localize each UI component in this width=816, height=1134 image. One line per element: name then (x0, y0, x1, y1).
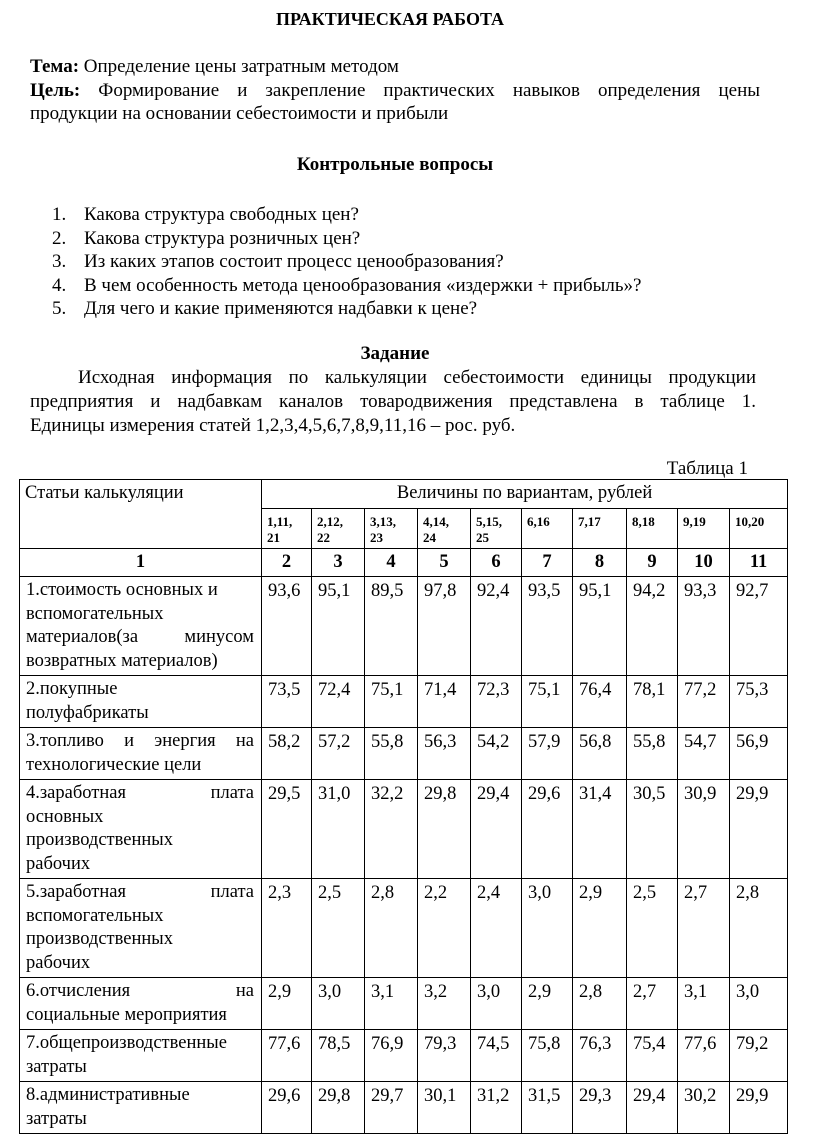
row-label (20, 728, 262, 780)
table-cell: 29,7 (365, 1082, 418, 1134)
table-cell: 3,1 (365, 978, 418, 1030)
column-number: 8 (573, 548, 627, 577)
table-cell: 55,8 (365, 728, 418, 780)
row-label-line: затраты (26, 1056, 87, 1077)
table-cell: 3,0 (730, 978, 788, 1030)
table-cell: 30,5 (627, 780, 678, 879)
row-label-line: 4.заработная плата (26, 783, 254, 803)
table-cell: 3,0 (312, 978, 365, 1030)
column-number: 7 (522, 548, 573, 577)
table-cell: 2,3 (262, 879, 312, 978)
column-number: 4 (365, 548, 418, 577)
task-heading: Задание (360, 343, 430, 364)
table-cell: 30,9 (678, 780, 730, 879)
row-label-line: материалов(за минусом (26, 627, 254, 647)
table-cell: 75,8 (522, 1030, 573, 1082)
table-cell: 79,2 (730, 1030, 788, 1082)
list-item (52, 275, 641, 299)
table-cell: 56,9 (730, 728, 788, 780)
table-cell: 74,5 (471, 1030, 522, 1082)
table-row (20, 676, 788, 728)
table-cell: 29,6 (262, 1082, 312, 1134)
table-cell: 3,2 (418, 978, 471, 1030)
row-label-line: 1.стоимость основных и (26, 580, 218, 600)
table-cell: 93,3 (678, 577, 730, 676)
column-number: 5 (418, 548, 471, 577)
column-number: 2 (262, 548, 312, 577)
table-cell: 57,9 (522, 728, 573, 780)
table-row (20, 978, 788, 1030)
table-cell: 29,8 (312, 1082, 365, 1134)
row-label-line: 8.административные (26, 1085, 190, 1105)
table-header-row (20, 480, 788, 509)
table-row (20, 577, 788, 676)
question-text: Для чего и какие применяются надбавки к цене? (84, 298, 478, 320)
column-number: 11 (730, 548, 788, 577)
table-cell: 97,8 (418, 577, 471, 676)
table-cell: 2,9 (522, 978, 573, 1030)
column-number: 10 (678, 548, 730, 577)
row-label-line: социальные мероприятия (26, 1004, 227, 1025)
row-label (20, 577, 262, 676)
table-cell: 3,1 (678, 978, 730, 1030)
table-row (20, 728, 788, 780)
table-row (20, 1082, 788, 1134)
table-cell: 79,3 (418, 1030, 471, 1082)
table-cell: 2,8 (730, 879, 788, 978)
header-values: Величины по вариантам, рублей (262, 480, 788, 509)
table-cell: 29,4 (627, 1082, 678, 1134)
question-number: 1. (52, 204, 67, 225)
row-label (20, 676, 262, 728)
table-cell: 29,3 (573, 1082, 627, 1134)
row-label-line: производственных (26, 929, 173, 949)
table-cell: 29,9 (730, 780, 788, 879)
table-cell: 76,3 (573, 1030, 627, 1082)
question-text: Из каких этапов состоит процесс ценообразования? (84, 251, 504, 273)
task-line-3: Единицы измерения статей 1,2,3,4,5,6,7,8,9,11,16 – рос. руб. (30, 415, 516, 436)
table-cell: 3,0 (522, 879, 573, 978)
list-item (52, 251, 641, 275)
table-cell: 72,4 (312, 676, 365, 728)
column-numbers-row (20, 548, 788, 577)
table-cell: 56,8 (573, 728, 627, 780)
table-cell: 76,9 (365, 1030, 418, 1082)
row-label (20, 1030, 262, 1082)
theme-text: Определение цены затратным методом (79, 56, 399, 77)
variant-cell: 1,11, 21 (262, 508, 312, 548)
table-cell: 95,1 (312, 577, 365, 676)
variant-cell: 6,16 (522, 508, 573, 548)
row-label-line: 3.топливо и энергия на (26, 731, 254, 751)
table-cell: 56,3 (418, 728, 471, 780)
table-cell: 2,2 (418, 879, 471, 978)
table-cell: 31,2 (471, 1082, 522, 1134)
questions-heading: Контрольные вопросы (296, 154, 494, 175)
list-item (52, 298, 641, 322)
question-number: 2. (52, 227, 67, 249)
header-items: Статьи калькуляции (20, 480, 262, 549)
table-cell: 75,4 (627, 1030, 678, 1082)
table-cell: 73,5 (262, 676, 312, 728)
list-item (52, 228, 641, 252)
table-cell: 29,4 (471, 780, 522, 879)
table-body (20, 577, 788, 1134)
list-item (52, 204, 641, 228)
table-cell: 31,4 (573, 780, 627, 879)
row-label-line: 5.заработная плата (26, 882, 254, 902)
row-label-line: технологические цели (26, 754, 202, 775)
table-caption: Таблица 1 (666, 458, 748, 479)
table-cell: 29,9 (730, 1082, 788, 1134)
table-cell: 76,4 (573, 676, 627, 728)
theme-line (30, 56, 760, 78)
table-row (20, 1030, 788, 1082)
table-cell: 94,2 (627, 577, 678, 676)
task-line-2: предприятия и надбавкам каналов товародвижения представлена в таблице 1. (30, 391, 756, 412)
table-cell: 31,0 (312, 780, 365, 879)
table-cell: 2,8 (573, 978, 627, 1030)
goal-text-1: Формирование и закрепление практических навыков определения цены (80, 80, 760, 101)
column-number: 6 (471, 548, 522, 577)
row-label (20, 879, 262, 978)
table-cell: 55,8 (627, 728, 678, 780)
question-number: 3. (52, 251, 67, 273)
page-title: ПРАКТИЧЕСКАЯ РАБОТА (275, 9, 505, 29)
table-cell: 93,5 (522, 577, 573, 676)
table-cell: 2,4 (471, 879, 522, 978)
table-cell: 77,6 (678, 1030, 730, 1082)
row-label (20, 780, 262, 879)
table-cell: 29,6 (522, 780, 573, 879)
table-cell: 57,2 (312, 728, 365, 780)
goal-line-1 (30, 80, 760, 102)
table-cell: 29,5 (262, 780, 312, 879)
question-text: В чем особенность метода ценообразования «издержки + прибыль»? (84, 274, 642, 296)
row-label-line: затраты (26, 1108, 87, 1129)
question-number: 5. (52, 298, 67, 320)
table-cell: 2,7 (678, 879, 730, 978)
table-cell: 92,4 (471, 577, 522, 676)
variant-cell: 9,19 (678, 508, 730, 548)
variant-cell: 8,18 (627, 508, 678, 548)
variant-cell: 10,20 (730, 508, 788, 548)
questions-list (52, 204, 641, 322)
row-label-line: основных (26, 806, 104, 827)
theme-label: Тема: (30, 56, 80, 77)
question-text: Какова структура розничных цен? (84, 227, 361, 249)
variant-cell: 7,17 (573, 508, 627, 548)
table-cell: 77,2 (678, 676, 730, 728)
table-cell: 71,4 (418, 676, 471, 728)
table-cell: 2,5 (627, 879, 678, 978)
variant-cell: 2,12, 22 (312, 508, 365, 548)
table-cell: 54,7 (678, 728, 730, 780)
row-label-line: производственных (26, 830, 173, 850)
row-label-line: полуфабрикаты (26, 702, 149, 723)
table-cell: 92,7 (730, 577, 788, 676)
table-cell: 78,5 (312, 1030, 365, 1082)
goal-line-2: продукции на основании себестоимости и прибыли (30, 103, 449, 124)
row-label-line: 6.отчисления на (26, 981, 254, 1001)
variant-cell: 3,13, 23 (365, 508, 418, 548)
column-number: 3 (312, 548, 365, 577)
table-cell: 75,1 (365, 676, 418, 728)
question-number: 4. (52, 274, 67, 296)
table-cell: 3,0 (471, 978, 522, 1030)
row-label-line: рабочих (26, 853, 91, 874)
table-cell: 30,2 (678, 1082, 730, 1134)
table-cell: 72,3 (471, 676, 522, 728)
variant-cell: 5,15, 25 (471, 508, 522, 548)
row-label-line: 2.покупные (26, 679, 118, 699)
table-cell: 2,7 (627, 978, 678, 1030)
question-text: Какова структура свободных цен? (84, 204, 359, 225)
row-label-line: вспомогательных (26, 603, 164, 624)
row-label (20, 1082, 262, 1134)
table-cell: 95,1 (573, 577, 627, 676)
table-cell: 54,2 (471, 728, 522, 780)
row-label-line: вспомогательных (26, 905, 164, 926)
table-cell: 30,1 (418, 1082, 471, 1134)
table-cell: 75,3 (730, 676, 788, 728)
column-number: 1 (20, 548, 262, 577)
row-label-line: 7.общепроизводственные (26, 1033, 227, 1053)
table-cell: 32,2 (365, 780, 418, 879)
calculation-table (19, 479, 788, 1134)
table-cell: 31,5 (522, 1082, 573, 1134)
table-cell: 93,6 (262, 577, 312, 676)
table-cell: 58,2 (262, 728, 312, 780)
variant-cell: 4,14, 24 (418, 508, 471, 548)
table-cell: 78,1 (627, 676, 678, 728)
column-number: 9 (627, 548, 678, 577)
table-cell: 77,6 (262, 1030, 312, 1082)
table-row (20, 879, 788, 978)
row-label (20, 978, 262, 1030)
table-cell: 75,1 (522, 676, 573, 728)
table-cell: 89,5 (365, 577, 418, 676)
table-cell: 29,8 (418, 780, 471, 879)
table-cell: 2,5 (312, 879, 365, 978)
table-cell: 2,8 (365, 879, 418, 978)
task-line-1: Исходная информация по калькуляции себестоимости единицы продукции (78, 367, 756, 388)
goal-label: Цель: (30, 80, 81, 101)
table-row (20, 780, 788, 879)
row-label-line: рабочих (26, 952, 91, 973)
table-cell: 2,9 (262, 978, 312, 1030)
row-label-line: возвратных материалов) (26, 650, 218, 671)
table-cell: 2,9 (573, 879, 627, 978)
